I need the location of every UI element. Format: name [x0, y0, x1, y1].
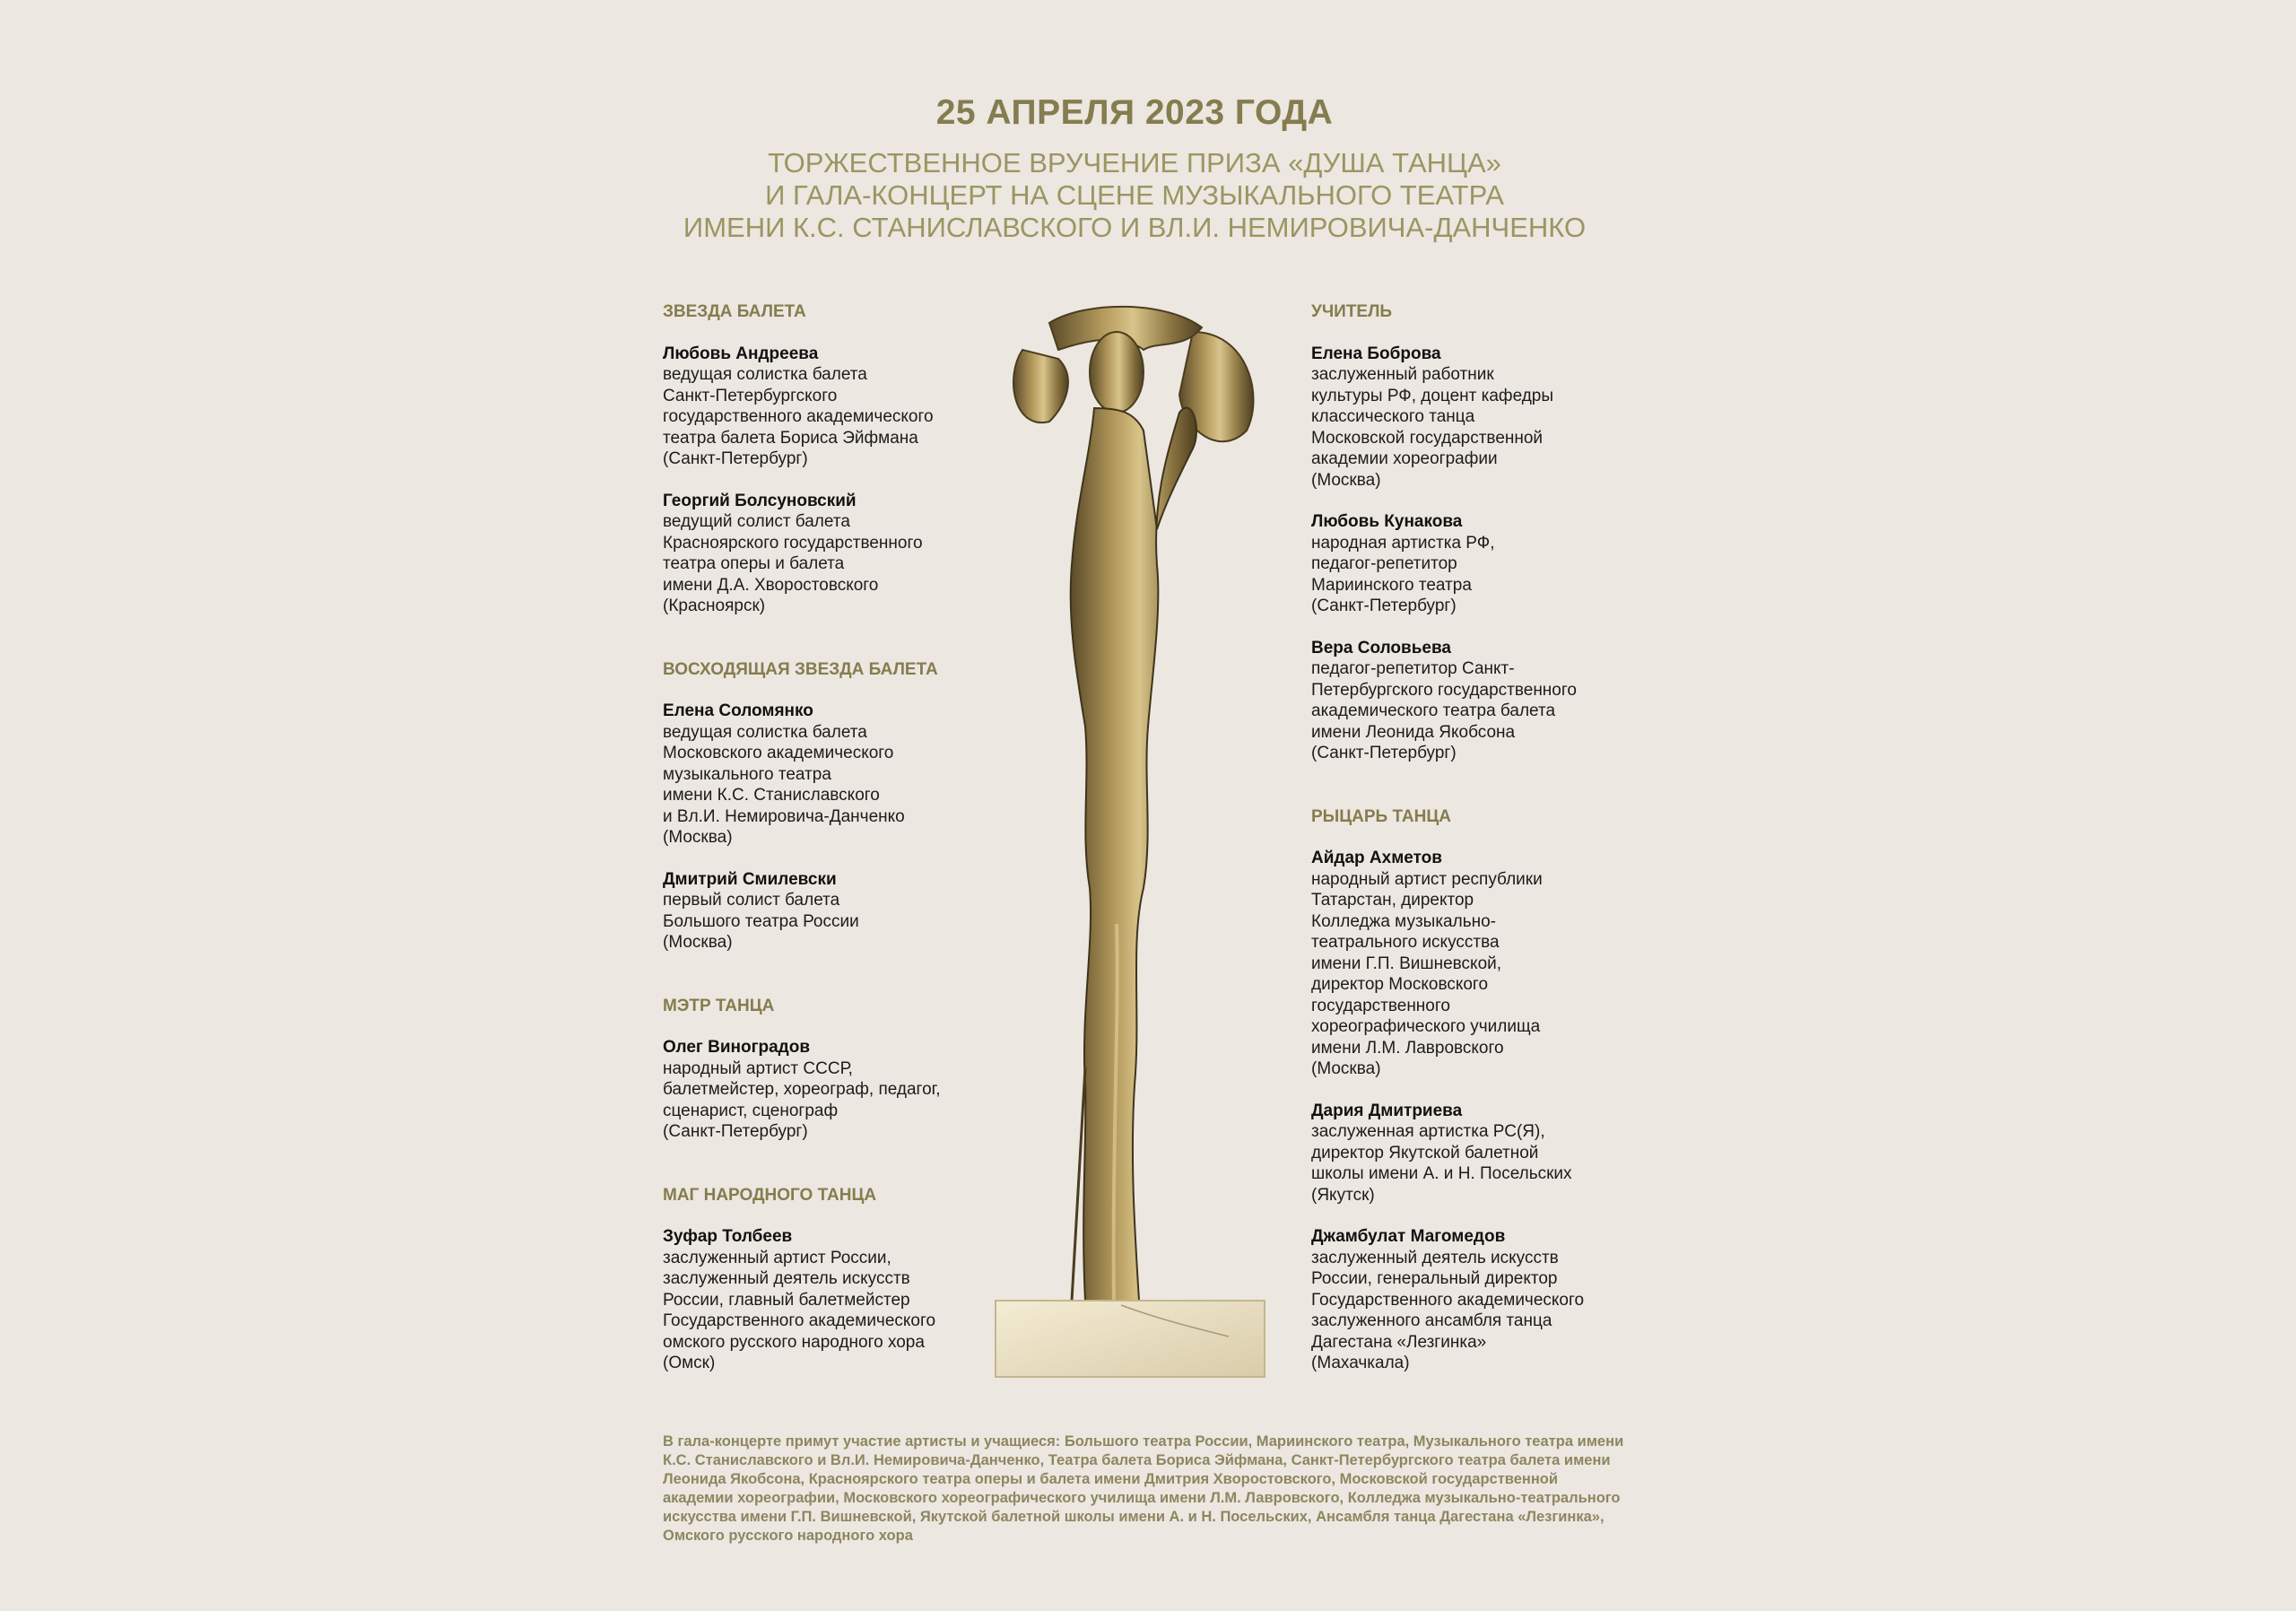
right-column: [1311, 301, 1670, 1416]
laureate-name: Олег Виноградов: [663, 1038, 811, 1057]
laureate-name: Георгий Болсуновский: [663, 491, 857, 510]
participants-note: В гала-концерте примут участие артисты и учащиеся: Большого театра России, Мариинского театра, Музыкального театра имени К.С. Станиславского и Вл.И. Немировича-Данченко, Театра балета Бориса Эйфмана, Санкт-Петербургского театра балета имени Леонида Якобсона, Красноярского театра оперы и балета имени Дмитрия Хворостовского, Московской государственной академии хореографии, Московского хореографического училища имени Л.М. Лавровского, Колледжа музыкально-театрального искусства имени Г.П. Вишневской, Якутской балетной школы имени А. и Н. Посельских, Ансамбля танца Дагестана «Лезгинка», Омского русского народного хора: [663, 1433, 1624, 1544]
event-date: 25 АПРЕЛЯ 2023 ГОДА: [935, 93, 1334, 132]
left-column: [663, 301, 1022, 1416]
laureate-description: заслуженный работник культуры РФ, доцент кафедры классического танца Московской государственной академии хореографии (Москва): [1311, 365, 1554, 490]
laureate-name: Любовь Кунакова: [1311, 512, 1463, 531]
laureate-entry: [663, 869, 1022, 954]
category-title: ЗВЕЗДА БАЛЕТА: [663, 302, 806, 321]
laureate-entry: [663, 1226, 1022, 1374]
category-title: ВОСХОДЯЩАЯ ЗВЕЗДА БАЛЕТА: [663, 659, 938, 679]
category-title: РЫЦАРЬ ТАНЦА: [1311, 806, 1451, 826]
award-group-rising-star: [663, 659, 1022, 954]
laureate-description: заслуженный артист России, заслуженный деятель искусств России, главный балетмейстер Государственного академического омского русского народного хора (Омск): [663, 1248, 936, 1372]
subtitle-line: ТОРЖЕСТВЕННОЕ ВРУЧЕНИЕ ПРИЗА «ДУША ТАНЦА»: [768, 147, 1501, 179]
laureate-entry: [663, 491, 1022, 617]
laureate-name: Любовь Андреева: [663, 344, 819, 363]
header: [0, 93, 2269, 244]
laureate-description: заслуженная артистка РС(Я), директор Якутской балетной школы имени А. и Н. Посельских (Якутск): [1311, 1122, 1572, 1205]
laureate-entry: [1311, 344, 1670, 492]
category-title: МАГ НАРОДНОГО ТАНЦА: [663, 1185, 877, 1205]
event-subtitle: [0, 147, 2269, 244]
laureate-description: народный артист СССР, балетмейстер, хореограф, педагог, сценарист, сценограф (Санкт-Петербург): [663, 1058, 941, 1141]
award-group-maitre: [663, 996, 1022, 1143]
laureate-name: Вера Соловьева: [1311, 638, 1451, 657]
laureate-description: первый солист балета Большого театра России (Москва): [663, 891, 859, 952]
award-group-folk-dance: [663, 1185, 1022, 1374]
laureate-name: Дмитрий Смилевски: [663, 869, 837, 889]
laureate-name: Джамбулат Магомедов: [1311, 1227, 1506, 1246]
subtitle-line: И ГАЛА-КОНЦЕРТ НА СЦЕНЕ МУЗЫКАЛЬНОГО ТЕАТРА: [765, 179, 1504, 211]
subtitle-line: ИМЕНИ К.С. СТАНИСЛАВСКОГО И ВЛ.И. НЕМИРОВИЧА-ДАНЧЕНКО: [683, 212, 1587, 243]
laureate-name: Елена Соломянко: [663, 701, 813, 720]
laureate-entry: [663, 1037, 1022, 1143]
laureate-name: Зуфар Толбеев: [663, 1227, 793, 1246]
laureate-description: педагог-репетитор Санкт- Петербургского государственного академического театра балета имени Леонида Якобсона (Санкт-Петербург): [1311, 659, 1577, 762]
laureate-entry: [1311, 1101, 1670, 1206]
laureate-description: народная артистка РФ, педагог-репетитор Мариинского театра (Санкт-Петербург): [1311, 533, 1495, 615]
award-group-star-of-ballet: [663, 301, 1022, 617]
statuette-image: [987, 296, 1274, 1390]
laureate-description: ведущая солистка балета Московского академического музыкального театра имени К.С. Станиславского и Вл.И. Немировича-Данченко (Москва): [663, 722, 905, 847]
award-group-teacher: [1311, 301, 1670, 764]
laureate-entry: [1311, 511, 1670, 617]
category-title: МЭТР ТАНЦА: [663, 996, 775, 1015]
laureate-name: Айдар Ахметов: [1311, 849, 1442, 867]
laureate-description: народный артист республики Татарстан, директор Колледжа музыкально- театрального искусства имени Г.П. Вишневской, директор Московского государственного хореографического училища имени Л.М. Лавровского (Москва): [1311, 869, 1543, 1078]
category-title: УЧИТЕЛЬ: [1311, 302, 1393, 321]
laureate-entry: [663, 701, 1022, 849]
laureate-entry: [1311, 848, 1670, 1080]
laureate-name: Дария Дмитриева: [1311, 1101, 1463, 1120]
laureate-name: Елена Боброва: [1311, 344, 1441, 363]
laureate-description: ведущая солистка балета Санкт-Петербургского государственного академического театра балета Бориса Эйфмана (Санкт-Петербург): [663, 365, 934, 468]
award-group-knight-of-dance: [1311, 806, 1670, 1374]
laureate-entry: [1311, 1226, 1670, 1374]
laureate-description: заслуженный деятель искусств России, генеральный директор Государственного академического заслуженного ансамбля танца Дагестана «Лезгинка» (Махачкала): [1311, 1248, 1585, 1372]
laureate-description: ведущий солист балета Красноярского государственного театра оперы и балета имени Д.А. Хворостовского (Красноярск): [663, 512, 923, 615]
laureate-entry: [1311, 638, 1670, 764]
laureate-entry: [663, 344, 1022, 470]
